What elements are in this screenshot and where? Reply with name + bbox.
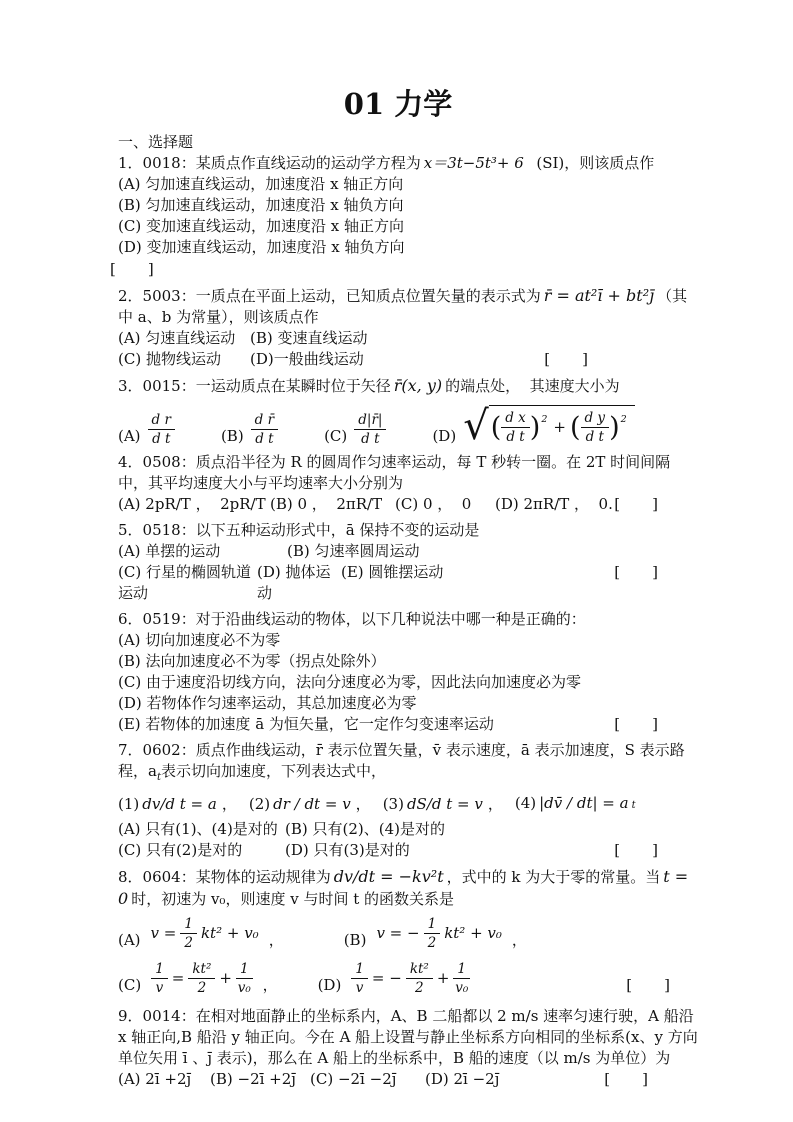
denominator: d t [255, 431, 274, 447]
eq-rhs: kt² + v₀ [200, 924, 259, 942]
bracket-open: [ [614, 841, 621, 859]
expression-2 [249, 794, 371, 815]
option-line: (C) 由于速度沿切线方向，法向分速度必为零，因此法向加速度必为零 [118, 673, 581, 691]
equation-b [374, 916, 503, 951]
denominator: d t [585, 429, 604, 445]
comma: ， [268, 931, 284, 949]
eq-lhs: v = [150, 924, 177, 942]
stem-text: 2．5003：一质点在平面上运动，已知质点位置矢量的表示式为 [118, 287, 541, 305]
option-b: (B) −2ī +2j̄ [210, 1070, 296, 1088]
fraction-dmagr-dt [354, 412, 386, 447]
numerator: kt² [188, 961, 215, 979]
plus-sign: + [219, 969, 232, 987]
question-3-options [118, 405, 698, 447]
option-a: (A) 只有(1)、(4)是对的 [118, 820, 278, 838]
item-label: (1) [118, 795, 140, 813]
exponent: 2 [620, 414, 627, 425]
fraction-dy-dt [581, 410, 610, 445]
denominator: v₀ [455, 980, 469, 996]
question-4-stem: 4．0508：质点沿半径为 R 的圆周作匀速率运动，每 T 秒转一圈。在 2T 时间间隔中，其平均速度大小与平均速率大小分别为 [118, 453, 671, 492]
stem-text: 表示切向加速度，下列表达式中， [160, 762, 386, 780]
answer-bracket [614, 562, 658, 583]
option-label: (A) [118, 931, 141, 949]
bracket-open: [ [604, 1070, 611, 1088]
item-label: (2) [248, 795, 271, 813]
radicand [489, 405, 635, 447]
numerator: 1 [236, 961, 253, 979]
stem-text: 时，初速为 v₀，则速度 v 与时间 t 的函数关系是 [131, 890, 455, 908]
option-d: (D) 抛体运动 [257, 563, 331, 602]
question-5 [118, 520, 698, 604]
option-label: (C) [324, 427, 348, 445]
question-6 [118, 609, 698, 735]
denominator: v [155, 980, 164, 996]
stem-text: 1．0018：某质点作直线运动的运动学方程为 [118, 154, 421, 172]
expression-4 [515, 793, 636, 816]
option-d: (D) 2ī −2j̄ [425, 1070, 500, 1088]
numerator: d|r̄| [354, 412, 386, 430]
stem-text: (SI)，则该质点作 [526, 154, 655, 172]
bracket-open: [ [626, 976, 633, 994]
question-7-stem [118, 740, 698, 788]
option-d [318, 961, 472, 996]
eq-rhs: kt² + v₀ [444, 924, 502, 942]
subscript-t: t [156, 772, 161, 783]
comma: ， [262, 976, 278, 994]
option-a: (A) 2pR/T ， 2pR/T [118, 495, 266, 513]
question-9 [118, 1006, 698, 1090]
fraction-dr-dt [148, 412, 175, 447]
equation-a [149, 916, 261, 951]
stem-text: 8．0604：某物体的运动规律为 [118, 868, 331, 886]
option-b: (B) 只有(2)、(4)是对的 [285, 820, 445, 838]
question-9-stem: 9．0014：在相对地面静止的坐标系内，A、B 二船都以 2 m/s 速率匀速行驶，A 船沿 x 轴正向,B 船沿 y 轴正向。今在 A 船上设置与静止坐标系方向相同的坐标系(x、y 方向单位矢用 ī 、j̄ 表示)，那么在 A 船上的坐标系中，B 船的速度（以 m/s 为单位）为 [118, 1007, 699, 1067]
option-e: (E) 若物体的加速度 ā 为恒矢量，它一定作匀变速率运动 [118, 715, 494, 733]
fraction-1-v0 [236, 961, 253, 996]
expression-3 [383, 794, 503, 815]
denominator: d t [152, 431, 171, 447]
bracket-open: [ [544, 350, 551, 368]
bracket-open: [ [614, 495, 621, 513]
right-paren: ) [529, 411, 541, 443]
position-vector-formula: r̄ = at²ī + bt²j̄ [543, 286, 655, 305]
answer-bracket [604, 1069, 648, 1090]
question-3-stem [118, 375, 698, 397]
separator: ， [355, 795, 371, 813]
denominator: 2 [427, 935, 437, 951]
question-2-stem [118, 285, 698, 328]
option-c: (C) 抛物线运动 [118, 350, 221, 368]
question-5-stem: 5．0518：以下五种运动形式中，ā 保持不变的运动是 [118, 521, 480, 539]
exponent: 2 [541, 414, 548, 425]
denominator: 2 [415, 980, 424, 996]
stem-text: 7．0602：质点作曲线运动，r̄ 表示位置矢量，v̄ 表示速度，ā 表示加速度，S 表示路程，a [118, 741, 685, 780]
option-label: (D) [432, 427, 457, 445]
option-c: (C) −2ī −2j̄ [310, 1070, 397, 1088]
expression-formula: |dv̄ / dt| = a [539, 794, 629, 812]
question-4 [118, 452, 698, 515]
equation-c [149, 961, 254, 996]
bracket-close: ] [582, 350, 588, 368]
option-row [118, 562, 698, 604]
plus-sign: + [436, 969, 450, 987]
option-row [118, 541, 698, 562]
numerator: d x [501, 410, 530, 428]
denominator: d t [361, 431, 380, 447]
bracket-close: ] [652, 495, 658, 513]
question-1 [110, 153, 698, 280]
separator: ， [487, 795, 503, 813]
numerator: d r [148, 412, 175, 430]
sqrt-expression [463, 405, 634, 447]
bracket-close: ] [652, 841, 658, 859]
numerator: 1 [453, 961, 470, 979]
option-a [118, 412, 175, 447]
option-label: (B) [220, 427, 244, 445]
fraction-1-2 [180, 916, 197, 951]
question-3 [118, 375, 698, 447]
option-c [324, 412, 386, 447]
eq-lhs: v = − [376, 924, 420, 942]
section-heading: 一、选择题 [118, 133, 194, 151]
numerator: 1 [180, 916, 197, 934]
option-b [221, 412, 278, 447]
answer-bracket [614, 840, 658, 861]
right-paren: ) [609, 411, 620, 443]
bracket-open: [ [614, 563, 621, 581]
option-e: (E) 圆锥摆运动 [341, 563, 444, 581]
option-d: (D)一般曲线运动 [250, 350, 364, 368]
option-b: (B) 0 ， 2πR/T [270, 495, 383, 513]
option-line: (D) 变加速直线运动，加速度沿 x 轴负方向 [118, 238, 405, 256]
option-c: (C) 行星的椭圆轨道运动 [118, 563, 251, 602]
option-row [118, 916, 698, 951]
initial-time-formula: t = 0 [118, 867, 694, 908]
option-a: (A) 单摆的运动 [118, 542, 221, 560]
numerator: kt² [406, 961, 433, 979]
option-line: (B) 匀加速直线运动，加速度沿 x 轴负方向 [118, 196, 404, 214]
radius-vector-formula: r̄(x, y) [393, 376, 443, 395]
question-8-stem [118, 866, 698, 910]
question-1-stem [118, 153, 698, 174]
stem-text: 3．0015：一运动质点在某瞬时位于矢径 [118, 377, 391, 395]
subscript-t: t [631, 800, 636, 811]
option-a: (A) 2ī +2j̄ [118, 1070, 192, 1088]
separator: ， [221, 795, 237, 813]
option-row [118, 494, 698, 515]
option-b: (B) 匀速率圆周运动 [287, 542, 420, 560]
option-row [118, 349, 698, 370]
option-row [118, 328, 698, 349]
stem-text: （其中 a、b 为常量），则该质点作 [118, 287, 688, 326]
stem-text: 的端点处， 其速度大小为 [445, 377, 620, 395]
equals-sign: = [171, 969, 185, 987]
expression-1 [118, 794, 237, 815]
option-line: (A) 匀加速直线运动，加速度沿 x 轴正方向 [118, 175, 404, 193]
option-line: (C) 变加速直线运动，加速度沿 x 轴正方向 [118, 217, 404, 235]
question-6-stem: 6．0519：对于沿曲线运动的物体，以下几种说法中哪一种是正确的： [118, 610, 586, 628]
denominator: d t [506, 429, 525, 445]
question-2 [118, 285, 698, 370]
numerator: d r̄ [251, 412, 278, 430]
question-8 [118, 866, 698, 996]
equation-d [349, 961, 472, 996]
option-label: (A) [118, 427, 141, 445]
item-label: (4) [514, 794, 537, 812]
fraction-kt2-2 [406, 961, 433, 996]
answer-bracket [544, 349, 588, 370]
option-label: (B) [343, 931, 367, 949]
answer-bracket [626, 975, 670, 996]
numerator: 1 [351, 961, 368, 979]
option-a [118, 916, 284, 951]
fraction-1-2 [424, 916, 441, 951]
bracket-close: ] [147, 260, 154, 278]
option-row [118, 1069, 698, 1090]
expression-list [118, 793, 698, 816]
fraction-1-v0 [453, 961, 470, 996]
denominator: v₀ [237, 980, 251, 996]
bracket-open: [ [614, 715, 621, 733]
denominator: 2 [197, 980, 207, 996]
numerator: d y [581, 410, 610, 428]
option-d [432, 405, 634, 447]
question-7 [118, 740, 698, 861]
equals-sign: = − [371, 969, 402, 987]
fraction-1-v [151, 961, 168, 996]
answer-bracket [110, 259, 698, 280]
option-row [118, 714, 698, 735]
option-c: (C) 只有(2)是对的 [118, 841, 243, 859]
bracket-open: [ [110, 260, 116, 278]
bracket-close: ] [664, 976, 670, 994]
option-c: (C) 0 ， 0 [395, 495, 472, 513]
radical-sign: √ [463, 403, 489, 449]
option-label: (C) [118, 976, 142, 994]
page-title: 01 力学 [343, 87, 453, 121]
fraction-kt2-2 [188, 961, 215, 996]
fraction-1-v [351, 961, 368, 996]
item-label: (3) [382, 795, 404, 813]
comma: ， [511, 931, 527, 949]
option-row [118, 840, 698, 861]
answer-bracket [614, 494, 658, 515]
option-d: (D) 2πR/T ， 0. [495, 495, 613, 513]
option-row [118, 819, 698, 840]
option-line: (D) 若物体作匀速率运动，其总加速度必为零 [118, 694, 417, 712]
numerator: 1 [424, 916, 441, 934]
answer-bracket [614, 714, 658, 735]
denominator: 2 [184, 935, 193, 951]
plus-sign: + [553, 418, 566, 436]
left-paren: ( [490, 411, 502, 443]
option-b: (B) 变速直线运动 [250, 329, 368, 347]
option-label: (D) [317, 976, 342, 994]
motion-law-formula: dv/dt = −kv²t [333, 867, 444, 886]
fraction-dx-dt [501, 410, 530, 445]
option-b [344, 916, 527, 951]
option-line: (B) 法向加速度必不为零（拐点处除外） [118, 652, 386, 670]
left-paren: ( [569, 411, 581, 443]
bracket-close: ] [652, 563, 658, 581]
option-a: (A) 匀速直线运动 [118, 329, 236, 347]
expression-formula: dr / dt = v [273, 795, 351, 813]
bracket-close: ] [652, 715, 658, 733]
kinematics-equation: x＝3t−5t³+ 6 [423, 154, 524, 172]
fraction-drvec-dt [251, 412, 278, 447]
stem-text: ，式中的 k 为大于零的常量。当 [446, 868, 661, 886]
bracket-close: ] [642, 1070, 648, 1088]
denominator: v [355, 980, 364, 996]
option-row [118, 961, 698, 996]
expression-formula: dS/d t = v [406, 795, 483, 813]
expression-formula: dv/d t = a [142, 795, 217, 813]
option-c [118, 961, 278, 996]
option-line: (A) 切向加速度必不为零 [118, 631, 281, 649]
numerator: 1 [151, 961, 168, 979]
option-d: (D) 只有(3)是对的 [285, 841, 410, 859]
